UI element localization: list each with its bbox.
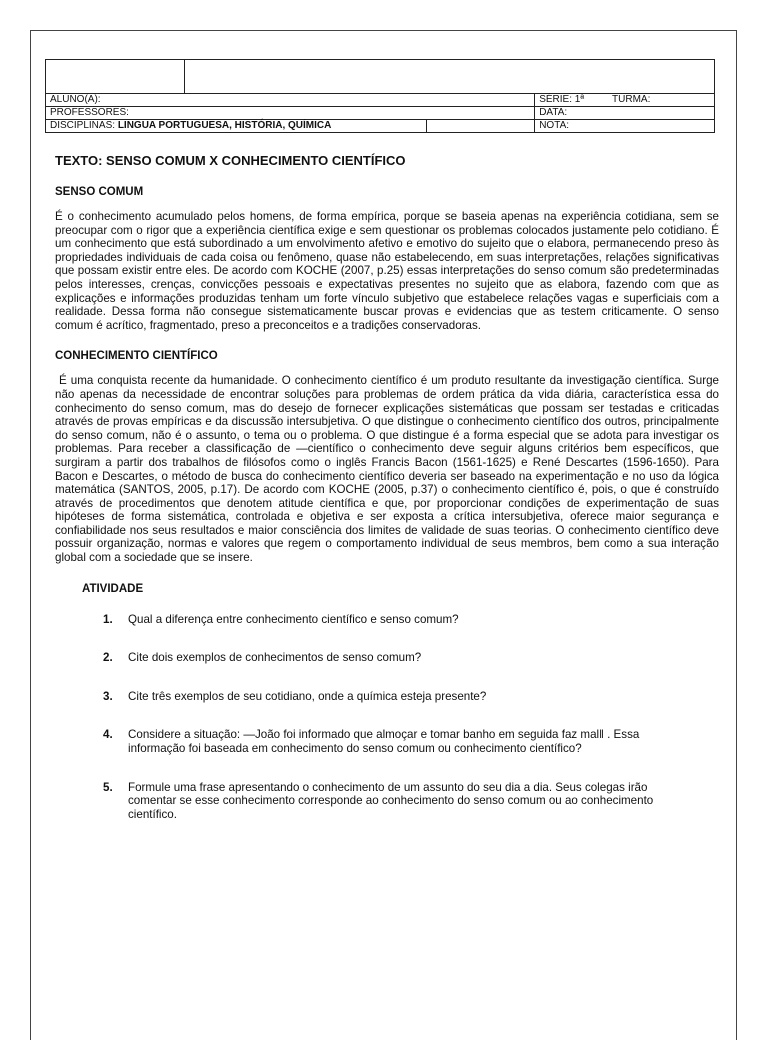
disciplinas-field	[46, 120, 427, 133]
logo-cell	[46, 60, 185, 94]
question-item	[55, 651, 719, 665]
question-number: 1.	[103, 612, 113, 626]
turma-label: TURMA:	[612, 94, 651, 105]
question-item	[55, 613, 719, 627]
paragraph-conhecimento-cientifico: É uma conquista recente da humanidade. O conhecimento científico é um produto resultante da investigação científica. Surge não apenas da necessidade de encontrar soluções para problemas de ordem prática da vida diária, característica essa do conhecimento do senso comum, mas do desejo de fornecer explicações sistemáticas que possam ser testadas e criticadas através de provas empíricas e da discussão intersubjetiva. O que distingue o conhecimento científico dos outros, principalmente do senso comum, não é o assunto, o tema ou o problema. O que distingue é a forma especial que se adota para investigar os problemas. Para receber a classificação de ―científico o conhecimento deve seguir alguns critérios bem específicos, que surgiram a partir dos trabalhos de filósofos como o inglês Francis Bacon (1561-1625) e René Descartes (1596-1650). Para Bacon e Descartes, o método de busca do conhecimento científico deveria ser baseado na experimentação e no uso da lógica matemática (SANTOS, 2005, p.17). De acordo com KOCHE (2005, p.37) o conhecimento científico é, pois, o que é construído através de procedimentos que denotem atitude científica e que, por proporcionar condições de experimentação de suas hipóteses de forma sistemática, controlada e objetiva e ser exposta a crítica intersubjetiva, oferece maior segurança e confiabilidade nos seus resultados e maior consciência dos limites de validade de suas teorias. O conhecimento científico deve possuir organização, normas e valores que regem o comportamento individual de seus membros, bem como a sua interação global com a sociedade que se insere.	[55, 374, 723, 565]
question-text: Considere a situação: ―João foi informado que almoçar e tomar banho em seguida faz mal‖ . Essa informação foi baseada em conhecimento do senso comum ou conhecimento científico?	[128, 728, 640, 756]
aluno-field: ALUNO(A):	[46, 94, 535, 107]
disciplinas-label: DISCIPLINAS:	[50, 120, 116, 131]
document-title: TEXTO: SENSO COMUM X CONHECIMENTO CIENTÍFICO	[55, 153, 406, 168]
atividade-heading: ATIVIDADE	[82, 582, 144, 595]
disciplinas-value: LINGUA PORTUGUESA, HISTÓRIA, QUÍMICA	[117, 120, 332, 131]
blank-cell	[426, 120, 535, 133]
school-header-cell	[184, 60, 714, 94]
document-page	[30, 30, 737, 1040]
question-list	[55, 613, 719, 822]
student-info-table	[45, 59, 715, 133]
question-number: 2.	[103, 651, 113, 665]
question-number: 4.	[103, 728, 113, 742]
question-text: Cite três exemplos de seu cotidiano, onde a química esteja presente?	[128, 689, 487, 703]
question-item	[55, 781, 719, 822]
question-number: 3.	[103, 689, 113, 703]
document-content	[55, 153, 723, 846]
professores-field: PROFESSORES:	[46, 107, 535, 120]
serie-label: SÉRIE: 1ª	[539, 94, 585, 105]
question-text: Qual a diferença entre conhecimento científico e senso comum?	[128, 612, 459, 626]
paragraph-senso-comum: É o conhecimento acumulado pelos homens, de forma empírica, porque se baseia apenas na experiência cotidiana, sem se preocupar com o rigor que a experiência científica exige e sem questionar os problemas colocados justamente pelo cotidiano. É um conhecimento que está subordinado a um envolvimento afetivo e emotivo do sujeito que o elabora, permanecendo preso às propriedades individuais de cada coisa ou fenômeno, quase não estabelecendo, em suas interpretações, relações significativas que possam existir entre eles. De acordo com KOCHE (2007, p.25) essas interpretações do senso comum são predeterminadas pelos interesses, crenças, convicções pessoais e expectativas presentes no sujeito que as elabora, fazendo com que as explicações e informações produzidas tenham um forte vínculo subjetivo que estabelece relações vagas e superficiais com a realidade. Dessa forma não consegue sistematicamente buscar provas e evidencias que as testem criticamente. O senso comum é acrítico, fragmentado, preso a preconceitos e a tradições conservadoras.	[55, 210, 719, 332]
section-heading-conhecimento-cientifico: CONHECIMENTO CIENTÍFICO	[55, 350, 218, 363]
question-text: Formule uma frase apresentando o conhecimento de um assunto do seu dia a dia. Seus colegas irão comentar se esse conhecimento corresponde ao conhecimento do senso comum ou ao conhecimento científico.	[128, 780, 654, 821]
nota-field: NOTA:	[535, 120, 715, 133]
question-item	[55, 690, 719, 704]
question-text: Cite dois exemplos de conhecimentos de senso comum?	[128, 651, 422, 665]
data-field: DATA:	[535, 107, 715, 120]
serie-turma-field	[535, 94, 715, 107]
section-heading-senso-comum: SENSO COMUM	[55, 186, 144, 198]
question-item	[55, 728, 719, 755]
question-number: 5.	[103, 780, 113, 794]
